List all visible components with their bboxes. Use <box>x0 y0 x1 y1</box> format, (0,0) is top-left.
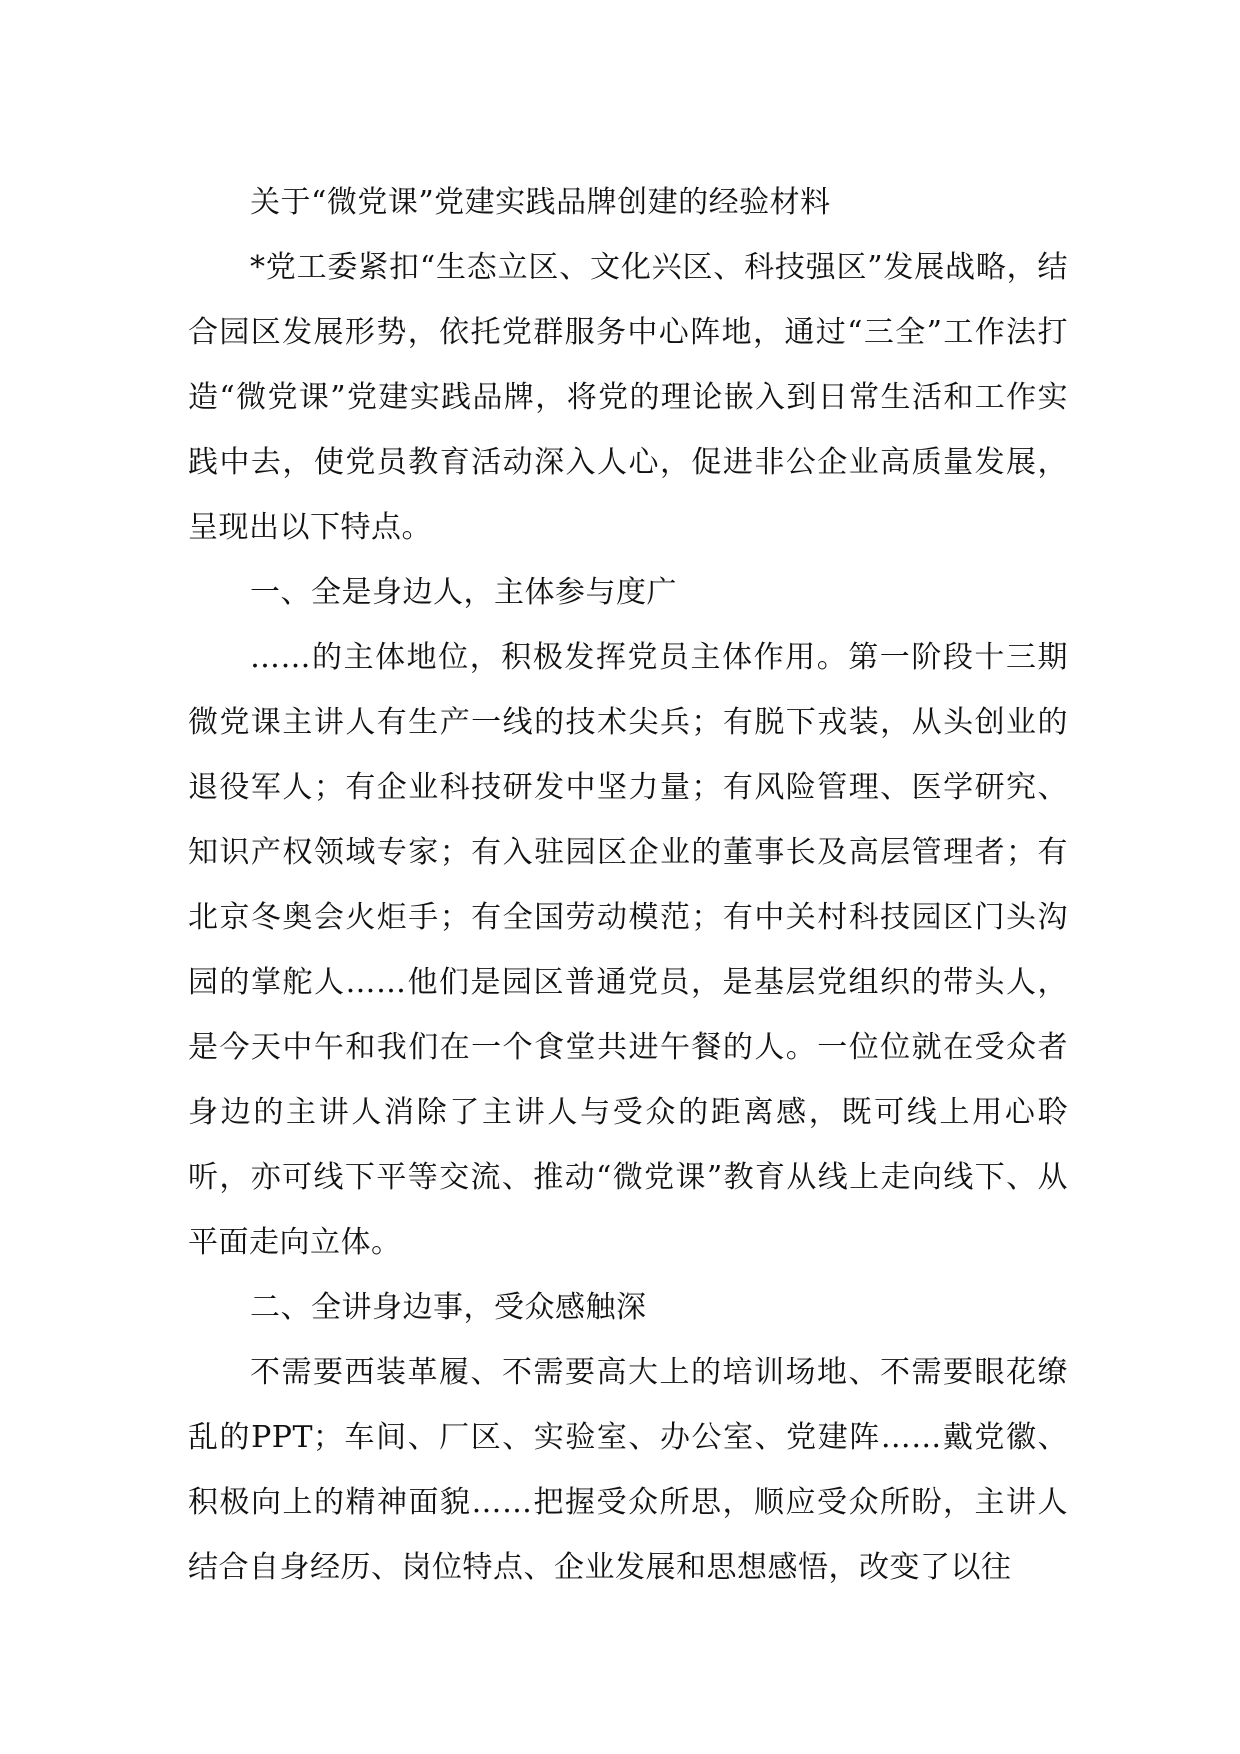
section-heading-1: 一、全是身边人，主体参与度广 <box>250 575 677 610</box>
section-1-paragraph: ……的主体地位，积极发挥党员主体作用。第一阶段十三期微党课主讲人有生产一线的技术尖兵；有脱下戎装，从头创业的退役军人；有企业科技研发中坚力量；有风险管理、医学研究、知识产权领域专家；有入驻园区企业的董事长及高层管理者；有北京冬奥会火炬手；有全国劳动模范；有中关村科技园区门头沟园的掌舵人……他们是园区普通党员，是基层党组织的带头人，是今天中午和我们在一个食堂共进午餐的人。一位位就在受众者身边的主讲人消除了主讲人与受众的距离感，既可线上用心聆听，亦可线下平等交流、推动“微党课”教育从线上走向线下、从平面走向立体。 <box>188 640 1068 1260</box>
section-2-paragraph: 不需要西装革履、不需要高大上的培训场地、不需要眼花缭乱的PPT；车间、厂区、实验室、办公室、党建阵……戴党徽、积极向上的精神面貌……把握受众所思，顺应受众所盼，主讲人结合自身经历、岗位特点、企业发展和思想感悟，改变了以往 <box>188 1355 1068 1585</box>
section-heading-2: 二、全讲身边事，受众感触深 <box>250 1290 647 1325</box>
intro-paragraph: *党工委紧扣“生态立区、文化兴区、科技强区”发展战略，结合园区发展形势，依托党群服务中心阵地，通过“三全”工作法打造“微党课”党建实践品牌，将党的理论嵌入到日常生活和工作实践中去，使党员教育活动深入人心，促进非公企业高质量发展，呈现出以下特点。 <box>188 250 1068 545</box>
document-body <box>188 170 1068 1600</box>
document-title: 关于“微党课”党建实践品牌创建的经验材料 <box>250 185 831 220</box>
